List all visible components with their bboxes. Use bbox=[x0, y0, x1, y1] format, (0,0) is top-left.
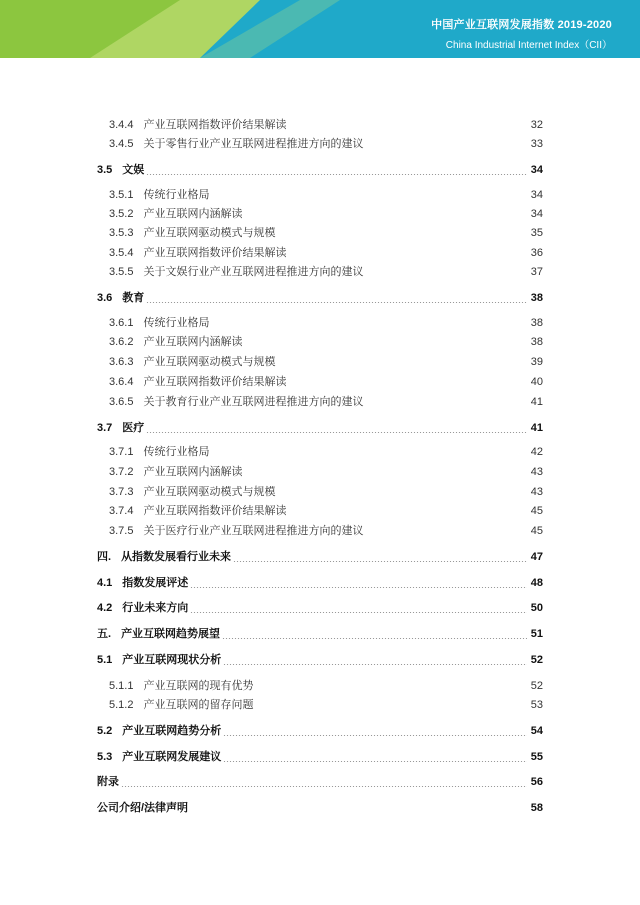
toc-entry[interactable] bbox=[97, 550, 543, 564]
toc-entry-number: 3.5.2 bbox=[109, 208, 134, 220]
toc-entry[interactable] bbox=[97, 653, 543, 667]
toc-entry-title: 产业互联网的现有优势 bbox=[143, 680, 254, 692]
toc-entry-title: 产业互联网内涵解读 bbox=[143, 208, 243, 220]
toc-entry-title: 产业互联网指数评价结果解读 bbox=[143, 376, 287, 388]
toc-subentry[interactable] bbox=[109, 226, 543, 240]
toc-dot-leader bbox=[365, 276, 527, 277]
toc-page-number: 43 bbox=[530, 466, 543, 478]
toc-dot-leader bbox=[190, 587, 527, 588]
toc-dot-leader bbox=[233, 561, 527, 562]
toc-page-number: 58 bbox=[530, 802, 543, 814]
toc-entry-title: 行业未来方向 bbox=[122, 602, 189, 614]
toc-entry-number: 3.6.3 bbox=[109, 356, 134, 368]
toc-entry-number: 3.5.4 bbox=[109, 247, 134, 259]
toc-entry-number: 5.1.2 bbox=[109, 699, 134, 711]
report-title: 中国产业互联网发展指数 2019-2020 bbox=[431, 19, 612, 31]
toc-entry-number: 5.1 bbox=[97, 654, 113, 666]
toc-subentry[interactable] bbox=[109, 118, 543, 132]
toc-entry[interactable] bbox=[97, 801, 543, 815]
toc-dot-leader bbox=[223, 664, 527, 665]
toc-page-number: 35 bbox=[530, 227, 543, 239]
toc-dot-leader bbox=[365, 406, 527, 407]
toc-dot-leader bbox=[190, 812, 527, 813]
toc-dot-leader bbox=[255, 709, 527, 710]
toc-entry[interactable] bbox=[97, 724, 543, 738]
toc-subentry[interactable] bbox=[109, 395, 543, 409]
toc-entry-title: 产业互联网内涵解读 bbox=[143, 336, 243, 348]
toc-entry-title: 产业互联网现状分析 bbox=[122, 654, 222, 666]
toc-entry[interactable] bbox=[97, 775, 543, 789]
toc-entry-number: 5.3 bbox=[97, 751, 113, 763]
toc-entry-number: 3.5 bbox=[97, 164, 113, 176]
toc-entry-number: 3.6.4 bbox=[109, 376, 134, 388]
toc-entry-title: 产业互联网驱动模式与规模 bbox=[143, 227, 276, 239]
toc-subentry[interactable] bbox=[109, 485, 543, 499]
toc-entry-number: 五. bbox=[97, 628, 112, 640]
toc-entry-title: 产业互联网指数评价结果解读 bbox=[143, 247, 287, 259]
toc-entry-number: 3.7.5 bbox=[109, 525, 134, 537]
toc-entry-number: 3.5.5 bbox=[109, 266, 134, 278]
toc-dot-leader bbox=[211, 456, 527, 457]
toc-dot-leader bbox=[146, 174, 527, 175]
toc-page-number: 33 bbox=[530, 138, 543, 150]
toc-entry-title: 指数发展评述 bbox=[122, 577, 189, 589]
toc-page-number: 38 bbox=[530, 292, 543, 304]
toc-entry[interactable] bbox=[97, 163, 543, 177]
toc-dot-leader bbox=[211, 327, 527, 328]
toc-subentry[interactable] bbox=[109, 504, 543, 518]
toc-entry-number: 3.6.1 bbox=[109, 317, 134, 329]
toc-entry[interactable] bbox=[97, 421, 543, 435]
toc-entry-number: 3.7.4 bbox=[109, 505, 134, 517]
toc-entry-number: 5.1.1 bbox=[109, 680, 134, 692]
toc-subentry[interactable] bbox=[109, 465, 543, 479]
toc-page-number: 38 bbox=[530, 317, 543, 329]
toc-subentry[interactable] bbox=[109, 207, 543, 221]
toc-dot-leader bbox=[244, 218, 527, 219]
toc-page-number: 45 bbox=[530, 505, 543, 517]
toc-page-number: 39 bbox=[530, 356, 543, 368]
toc-entry-number: 3.5.3 bbox=[109, 227, 134, 239]
toc-entry-number: 3.7.1 bbox=[109, 446, 134, 458]
toc-dot-leader bbox=[211, 199, 527, 200]
toc-dot-leader bbox=[244, 346, 527, 347]
toc-dot-leader bbox=[277, 366, 527, 367]
toc-page-number: 55 bbox=[530, 751, 543, 763]
toc-entry-title: 产业互联网内涵解读 bbox=[143, 466, 243, 478]
toc-entry-title: 产业互联网指数评价结果解读 bbox=[143, 505, 287, 517]
toc-subentry[interactable] bbox=[109, 265, 543, 279]
toc-entry[interactable] bbox=[97, 627, 543, 641]
toc-entry-number: 3.4.5 bbox=[109, 138, 134, 150]
toc-dot-leader bbox=[255, 690, 527, 691]
toc-page-number: 34 bbox=[530, 189, 543, 201]
toc-page-number: 43 bbox=[530, 486, 543, 498]
toc-page-number: 32 bbox=[530, 119, 543, 131]
toc-entry[interactable] bbox=[97, 291, 543, 305]
toc-page-number: 52 bbox=[530, 680, 543, 692]
report-subtitle: China Industrial Internet Index（CII） bbox=[445, 40, 612, 51]
page-header bbox=[0, 0, 640, 58]
toc-entry-title: 产业互联网驱动模式与规模 bbox=[143, 356, 276, 368]
toc-entry-title: 传统行业格局 bbox=[143, 317, 210, 329]
toc-entry-title: 传统行业格局 bbox=[143, 446, 210, 458]
toc-entry-title: 关于教育行业产业互联网进程推进方向的建议 bbox=[143, 396, 364, 408]
toc-dot-leader bbox=[222, 638, 527, 639]
toc-dot-leader bbox=[146, 432, 527, 433]
toc-entry-number: 3.6 bbox=[97, 292, 113, 304]
toc-page-number: 42 bbox=[530, 446, 543, 458]
toc-subentry[interactable] bbox=[109, 375, 543, 389]
toc-entry-number: 3.5.1 bbox=[109, 189, 134, 201]
toc-entry[interactable] bbox=[97, 576, 543, 590]
toc-subentry[interactable] bbox=[109, 698, 543, 712]
toc-entry-number: 3.7.2 bbox=[109, 466, 134, 478]
toc-entry-title: 关于文娱行业产业互联网进程推进方向的建议 bbox=[143, 266, 364, 278]
toc-entry-title: 产业互联网驱动模式与规模 bbox=[143, 486, 276, 498]
toc-entry-title: 产业互联网趋势分析 bbox=[122, 725, 222, 737]
toc-entry-number: 3.6.2 bbox=[109, 336, 134, 348]
toc-entry-number: 3.4.4 bbox=[109, 119, 134, 131]
toc-dot-leader bbox=[121, 786, 527, 787]
toc-entry-title: 附录 bbox=[97, 776, 119, 788]
toc-entry-number: 3.7 bbox=[97, 422, 113, 434]
toc-entry-number: 3.7.3 bbox=[109, 486, 134, 498]
toc-dot-leader bbox=[288, 257, 527, 258]
toc-entry[interactable] bbox=[97, 601, 543, 615]
toc-subentry[interactable] bbox=[109, 188, 543, 202]
toc-entry-title: 产业互联网的留存问题 bbox=[143, 699, 254, 711]
toc-entry-title: 关于零售行业产业互联网进程推进方向的建议 bbox=[143, 138, 364, 150]
toc-page-number: 52 bbox=[530, 654, 543, 666]
toc-subentry[interactable] bbox=[109, 679, 543, 693]
toc-subentry[interactable] bbox=[109, 355, 543, 369]
toc-page-number: 41 bbox=[530, 396, 543, 408]
toc-entry-title: 医疗 bbox=[122, 422, 145, 434]
toc-entry-title: 产业互联网趋势展望 bbox=[121, 628, 221, 640]
toc-subentry[interactable] bbox=[109, 524, 543, 538]
toc-subentry[interactable] bbox=[109, 335, 543, 349]
toc-page-number: 51 bbox=[530, 628, 543, 640]
toc-page-number: 34 bbox=[530, 208, 543, 220]
toc-dot-leader bbox=[288, 129, 527, 130]
toc-page-number: 45 bbox=[530, 525, 543, 537]
toc-dot-leader bbox=[277, 496, 527, 497]
toc-page-number: 37 bbox=[530, 266, 543, 278]
toc-entry-title: 传统行业格局 bbox=[143, 189, 210, 201]
toc-dot-leader bbox=[365, 535, 527, 536]
toc-entry-title: 产业互联网指数评价结果解读 bbox=[143, 119, 287, 131]
toc-entry-title: 关于医疗行业产业互联网进程推进方向的建议 bbox=[143, 525, 364, 537]
toc-entry-title: 文娱 bbox=[122, 164, 145, 176]
toc-dot-leader bbox=[288, 386, 527, 387]
toc-subentry[interactable] bbox=[109, 316, 543, 330]
toc-page-number: 34 bbox=[530, 164, 543, 176]
toc-dot-leader bbox=[223, 735, 527, 736]
toc-dot-leader bbox=[288, 515, 527, 516]
toc-entry-title: 产业互联网发展建议 bbox=[122, 751, 222, 763]
toc-dot-leader bbox=[365, 148, 527, 149]
toc-subentry[interactable] bbox=[109, 137, 543, 151]
toc-entry-title: 从指数发展看行业未来 bbox=[121, 551, 232, 563]
toc-dot-leader bbox=[244, 476, 527, 477]
toc-dot-leader bbox=[277, 237, 527, 238]
toc-entry-number: 3.6.5 bbox=[109, 396, 134, 408]
toc-subentry[interactable] bbox=[109, 246, 543, 260]
toc-page-number: 54 bbox=[530, 725, 543, 737]
toc-page-number: 40 bbox=[530, 376, 543, 388]
toc-dot-leader bbox=[223, 761, 527, 762]
toc-entry[interactable] bbox=[97, 750, 543, 764]
toc-dot-leader bbox=[190, 612, 527, 613]
toc-page-number: 41 bbox=[530, 422, 543, 434]
toc-page-number: 47 bbox=[530, 551, 543, 563]
toc-page-number: 48 bbox=[530, 577, 543, 589]
toc-page-number: 56 bbox=[530, 776, 543, 788]
toc-entry-number: 5.2 bbox=[97, 725, 113, 737]
toc-page-number: 36 bbox=[530, 247, 543, 259]
toc-entry-title: 教育 bbox=[122, 292, 145, 304]
toc-subentry[interactable] bbox=[109, 445, 543, 459]
toc-page-number: 53 bbox=[530, 699, 543, 711]
toc-entry-number: 四. bbox=[97, 551, 112, 563]
toc-page-number: 50 bbox=[530, 602, 543, 614]
toc-entry-number: 4.1 bbox=[97, 577, 113, 589]
toc-dot-leader bbox=[146, 302, 527, 303]
toc-entry-title: 公司介绍/法律声明 bbox=[97, 802, 189, 814]
toc-page-number: 38 bbox=[530, 336, 543, 348]
toc-entry-number: 4.2 bbox=[97, 602, 113, 614]
